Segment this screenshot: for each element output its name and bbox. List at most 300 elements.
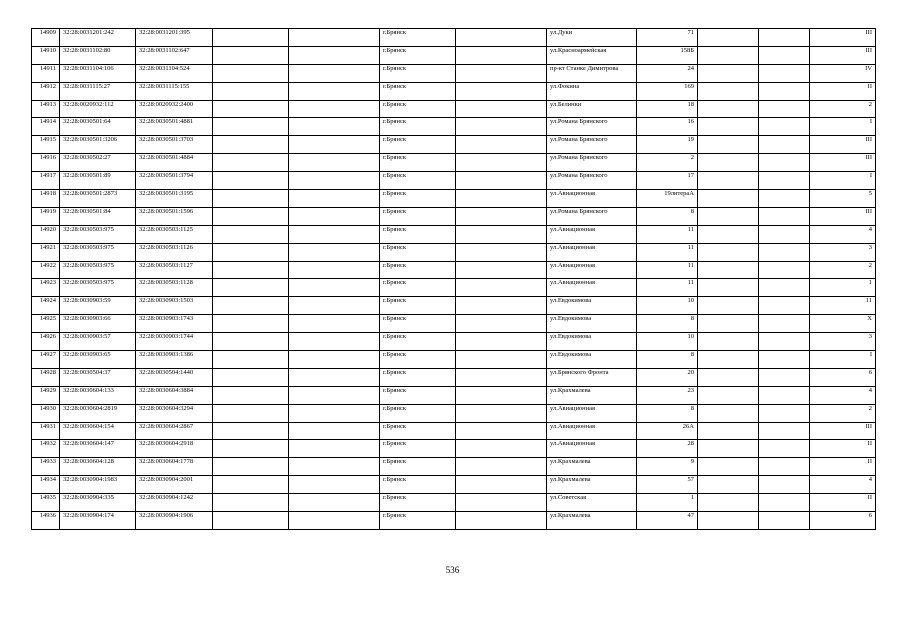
empty-cell bbox=[213, 118, 289, 136]
row-number-cell: 14922 bbox=[32, 261, 60, 279]
house-number-cell: 1 bbox=[637, 494, 698, 512]
object-cadastral-cell: 32:28:0030903:1743 bbox=[136, 315, 213, 333]
category-cell: 2 bbox=[810, 404, 876, 422]
empty-cell bbox=[698, 82, 759, 100]
empty-cell bbox=[289, 207, 380, 225]
city-cell: г.Брянск bbox=[380, 100, 456, 118]
parcel-cadastral-cell: 32:28:0030503:975 bbox=[60, 279, 136, 297]
empty-cell bbox=[456, 368, 547, 386]
empty-cell bbox=[213, 297, 289, 315]
house-number-cell: 19литераА bbox=[637, 190, 698, 208]
empty-cell bbox=[213, 440, 289, 458]
city-cell: г.Брянск bbox=[380, 136, 456, 154]
empty-cell bbox=[456, 422, 547, 440]
parcel-cadastral-cell: 32:28:0030904:1983 bbox=[60, 476, 136, 494]
object-cadastral-cell: 32:28:0030501:3703 bbox=[136, 136, 213, 154]
empty-cell bbox=[759, 297, 810, 315]
empty-cell bbox=[759, 243, 810, 261]
empty-cell bbox=[213, 386, 289, 404]
empty-cell bbox=[759, 386, 810, 404]
empty-cell bbox=[698, 422, 759, 440]
row-number-cell: 14913 bbox=[32, 100, 60, 118]
street-cell: ул.Авиационная bbox=[547, 422, 637, 440]
empty-cell bbox=[213, 351, 289, 369]
parcel-cadastral-cell: 32:28:0030903:65 bbox=[60, 351, 136, 369]
table-row bbox=[32, 476, 876, 494]
parcel-cadastral-cell: 32:28:0030903:57 bbox=[60, 333, 136, 351]
parcel-cadastral-cell: 32:28:0030501:2873 bbox=[60, 190, 136, 208]
house-number-cell: 158Б bbox=[637, 46, 698, 64]
parcel-cadastral-cell: 32:28:0030904:174 bbox=[60, 512, 136, 530]
parcel-cadastral-cell: 32:28:0030501:3206 bbox=[60, 136, 136, 154]
street-cell: ул.Советская bbox=[547, 494, 637, 512]
empty-cell bbox=[759, 333, 810, 351]
object-cadastral-cell: 32:28:0030501:1596 bbox=[136, 207, 213, 225]
table-row bbox=[32, 494, 876, 512]
house-number-cell: 24 bbox=[637, 64, 698, 82]
house-number-cell: 169 bbox=[637, 82, 698, 100]
empty-cell bbox=[698, 476, 759, 494]
empty-cell bbox=[456, 279, 547, 297]
table-body bbox=[32, 29, 876, 530]
empty-cell bbox=[698, 190, 759, 208]
empty-cell bbox=[759, 279, 810, 297]
street-cell: ул.Авиационная bbox=[547, 279, 637, 297]
table-row bbox=[32, 440, 876, 458]
empty-cell bbox=[213, 333, 289, 351]
street-cell: ул.Авиационная bbox=[547, 440, 637, 458]
empty-cell bbox=[289, 172, 380, 190]
row-number-cell: 14910 bbox=[32, 46, 60, 64]
register-table bbox=[31, 28, 876, 530]
empty-cell bbox=[213, 46, 289, 64]
parcel-cadastral-cell: 32:28:0030503:975 bbox=[60, 261, 136, 279]
empty-cell bbox=[759, 172, 810, 190]
empty-cell bbox=[698, 512, 759, 530]
empty-cell bbox=[759, 100, 810, 118]
empty-cell bbox=[759, 190, 810, 208]
table-row bbox=[32, 64, 876, 82]
parcel-cadastral-cell: 32:28:0030503:975 bbox=[60, 225, 136, 243]
category-cell: 2 bbox=[810, 261, 876, 279]
row-number-cell: 14933 bbox=[32, 458, 60, 476]
object-cadastral-cell: 32:28:0030503:1128 bbox=[136, 279, 213, 297]
empty-cell bbox=[213, 368, 289, 386]
empty-cell bbox=[456, 297, 547, 315]
empty-cell bbox=[759, 29, 810, 47]
table-row bbox=[32, 190, 876, 208]
empty-cell bbox=[289, 494, 380, 512]
row-number-cell: 14923 bbox=[32, 279, 60, 297]
empty-cell bbox=[698, 351, 759, 369]
street-cell: ул.Авиационная bbox=[547, 190, 637, 208]
parcel-cadastral-cell: 32:28:0020932:112 bbox=[60, 100, 136, 118]
row-number-cell: 14911 bbox=[32, 64, 60, 82]
parcel-cadastral-cell: 32:28:0030504:37 bbox=[60, 368, 136, 386]
street-cell: ул.Белинки bbox=[547, 100, 637, 118]
empty-cell bbox=[289, 100, 380, 118]
object-cadastral-cell: 32:28:0030604:2918 bbox=[136, 440, 213, 458]
empty-cell bbox=[289, 368, 380, 386]
city-cell: г.Брянск bbox=[380, 29, 456, 47]
empty-cell bbox=[698, 118, 759, 136]
empty-cell bbox=[759, 207, 810, 225]
category-cell: I bbox=[810, 351, 876, 369]
empty-cell bbox=[289, 333, 380, 351]
city-cell: г.Брянск bbox=[380, 476, 456, 494]
parcel-cadastral-cell: 32:28:0030903:66 bbox=[60, 315, 136, 333]
empty-cell bbox=[213, 29, 289, 47]
empty-cell bbox=[456, 476, 547, 494]
street-cell: ул.Евдокимова bbox=[547, 297, 637, 315]
empty-cell bbox=[456, 404, 547, 422]
street-cell: ул.Фокина bbox=[547, 82, 637, 100]
house-number-cell: 8 bbox=[637, 404, 698, 422]
house-number-cell: 11 bbox=[637, 243, 698, 261]
house-number-cell: 19 bbox=[637, 136, 698, 154]
empty-cell bbox=[289, 476, 380, 494]
category-cell: III bbox=[810, 422, 876, 440]
city-cell: г.Брянск bbox=[380, 190, 456, 208]
object-cadastral-cell: 32:28:0030503:1126 bbox=[136, 243, 213, 261]
parcel-cadastral-cell: 32:28:0031102:80 bbox=[60, 46, 136, 64]
city-cell: г.Брянск bbox=[380, 512, 456, 530]
house-number-cell: 9 bbox=[637, 458, 698, 476]
house-number-cell: 11 bbox=[637, 261, 698, 279]
empty-cell bbox=[456, 315, 547, 333]
parcel-cadastral-cell: 32:28:0030502:27 bbox=[60, 154, 136, 172]
object-cadastral-cell: 32:28:0030501:4881 bbox=[136, 118, 213, 136]
empty-cell bbox=[759, 351, 810, 369]
row-number-cell: 14926 bbox=[32, 333, 60, 351]
parcel-cadastral-cell: 32:28:0031104:106 bbox=[60, 64, 136, 82]
object-cadastral-cell: 32:28:0030903:1503 bbox=[136, 297, 213, 315]
empty-cell bbox=[456, 207, 547, 225]
empty-cell bbox=[213, 225, 289, 243]
city-cell: г.Брянск bbox=[380, 386, 456, 404]
object-cadastral-cell: 32:28:0031104:524 bbox=[136, 64, 213, 82]
empty-cell bbox=[289, 512, 380, 530]
category-cell: II bbox=[810, 440, 876, 458]
empty-cell bbox=[698, 136, 759, 154]
category-cell: 6 bbox=[810, 512, 876, 530]
street-cell: ул.Романа Брянского bbox=[547, 172, 637, 190]
empty-cell bbox=[759, 422, 810, 440]
empty-cell bbox=[213, 494, 289, 512]
empty-cell bbox=[289, 118, 380, 136]
street-cell: ул.Авиационная bbox=[547, 225, 637, 243]
table-row bbox=[32, 136, 876, 154]
row-number-cell: 14917 bbox=[32, 172, 60, 190]
category-cell: 5 bbox=[810, 190, 876, 208]
category-cell: III bbox=[810, 46, 876, 64]
empty-cell bbox=[289, 404, 380, 422]
empty-cell bbox=[698, 458, 759, 476]
object-cadastral-cell: 32:28:0030604:1778 bbox=[136, 458, 213, 476]
parcel-cadastral-cell: 32:28:0030501:64 bbox=[60, 118, 136, 136]
empty-cell bbox=[456, 512, 547, 530]
street-cell: ул.Авиационная bbox=[547, 261, 637, 279]
empty-cell bbox=[456, 243, 547, 261]
empty-cell bbox=[698, 225, 759, 243]
empty-cell bbox=[213, 261, 289, 279]
object-cadastral-cell: 32:28:0030604:3884 bbox=[136, 386, 213, 404]
category-cell: 2 bbox=[810, 100, 876, 118]
row-number-cell: 14920 bbox=[32, 225, 60, 243]
empty-cell bbox=[213, 422, 289, 440]
empty-cell bbox=[213, 154, 289, 172]
empty-cell bbox=[456, 64, 547, 82]
city-cell: г.Брянск bbox=[380, 154, 456, 172]
empty-cell bbox=[289, 64, 380, 82]
empty-cell bbox=[289, 243, 380, 261]
empty-cell bbox=[213, 172, 289, 190]
empty-cell bbox=[698, 494, 759, 512]
row-number-cell: 14912 bbox=[32, 82, 60, 100]
city-cell: г.Брянск bbox=[380, 494, 456, 512]
street-cell: ул.Красноармейская bbox=[547, 46, 637, 64]
empty-cell bbox=[456, 351, 547, 369]
street-cell: ул.Крахмалева bbox=[547, 476, 637, 494]
parcel-cadastral-cell: 32:28:0030501:84 bbox=[60, 207, 136, 225]
empty-cell bbox=[759, 458, 810, 476]
empty-cell bbox=[456, 136, 547, 154]
parcel-cadastral-cell: 32:28:0030604:147 bbox=[60, 440, 136, 458]
row-number-cell: 14919 bbox=[32, 207, 60, 225]
parcel-cadastral-cell: 32:28:0030904:335 bbox=[60, 494, 136, 512]
empty-cell bbox=[213, 190, 289, 208]
table-row bbox=[32, 154, 876, 172]
city-cell: г.Брянск bbox=[380, 458, 456, 476]
object-cadastral-cell: 32:28:0030904:1242 bbox=[136, 494, 213, 512]
city-cell: г.Брянск bbox=[380, 64, 456, 82]
street-cell: ул.Романа Брянского bbox=[547, 207, 637, 225]
empty-cell bbox=[456, 172, 547, 190]
house-number-cell: 18 bbox=[637, 100, 698, 118]
object-cadastral-cell: 32:28:0031102:647 bbox=[136, 46, 213, 64]
empty-cell bbox=[456, 494, 547, 512]
table-row bbox=[32, 172, 876, 190]
house-number-cell: 11 bbox=[637, 225, 698, 243]
row-number-cell: 14909 bbox=[32, 29, 60, 47]
object-cadastral-cell: 32:28:0030501:3195 bbox=[136, 190, 213, 208]
parcel-cadastral-cell: 32:28:0031201:242 bbox=[60, 29, 136, 47]
category-cell: II bbox=[810, 494, 876, 512]
house-number-cell: 23 bbox=[637, 386, 698, 404]
house-number-cell: 47 bbox=[637, 512, 698, 530]
empty-cell bbox=[698, 100, 759, 118]
empty-cell bbox=[759, 404, 810, 422]
object-cadastral-cell: 32:28:0030604:3294 bbox=[136, 404, 213, 422]
category-cell: 3 bbox=[810, 243, 876, 261]
empty-cell bbox=[456, 100, 547, 118]
city-cell: г.Брянск bbox=[380, 207, 456, 225]
empty-cell bbox=[456, 154, 547, 172]
city-cell: г.Брянск bbox=[380, 172, 456, 190]
category-cell: 6 bbox=[810, 368, 876, 386]
empty-cell bbox=[456, 440, 547, 458]
empty-cell bbox=[759, 118, 810, 136]
city-cell: г.Брянск bbox=[380, 225, 456, 243]
empty-cell bbox=[759, 315, 810, 333]
object-cadastral-cell: 32:28:0030903:1386 bbox=[136, 351, 213, 369]
empty-cell bbox=[456, 333, 547, 351]
empty-cell bbox=[213, 512, 289, 530]
row-number-cell: 14916 bbox=[32, 154, 60, 172]
empty-cell bbox=[289, 136, 380, 154]
table-row bbox=[32, 422, 876, 440]
row-number-cell: 14914 bbox=[32, 118, 60, 136]
empty-cell bbox=[456, 46, 547, 64]
category-cell: I bbox=[810, 118, 876, 136]
empty-cell bbox=[289, 46, 380, 64]
table-row bbox=[32, 29, 876, 47]
parcel-cadastral-cell: 32:28:0030604:2819 bbox=[60, 404, 136, 422]
parcel-cadastral-cell: 32:28:0031115:27 bbox=[60, 82, 136, 100]
category-cell: 4 bbox=[810, 476, 876, 494]
house-number-cell: 71 bbox=[637, 29, 698, 47]
empty-cell bbox=[213, 82, 289, 100]
category-cell: III bbox=[810, 154, 876, 172]
empty-cell bbox=[759, 368, 810, 386]
street-cell: ул.Евдокимова bbox=[547, 315, 637, 333]
empty-cell bbox=[698, 440, 759, 458]
category-cell: 4 bbox=[810, 386, 876, 404]
category-cell: 1 bbox=[810, 279, 876, 297]
empty-cell bbox=[213, 207, 289, 225]
house-number-cell: 11 bbox=[637, 279, 698, 297]
street-cell: пр-кт Станке Димитрова bbox=[547, 64, 637, 82]
street-cell: ул.Крахмалева bbox=[547, 512, 637, 530]
empty-cell bbox=[289, 261, 380, 279]
empty-cell bbox=[213, 404, 289, 422]
street-cell: ул.Евдокимова bbox=[547, 351, 637, 369]
object-cadastral-cell: 32:28:0020932:2400 bbox=[136, 100, 213, 118]
street-cell: ул.Авиационная bbox=[547, 243, 637, 261]
house-number-cell: 28 bbox=[637, 440, 698, 458]
empty-cell bbox=[213, 64, 289, 82]
empty-cell bbox=[289, 297, 380, 315]
table-row bbox=[32, 404, 876, 422]
empty-cell bbox=[289, 82, 380, 100]
parcel-cadastral-cell: 32:28:0030604:128 bbox=[60, 458, 136, 476]
category-cell: 3 bbox=[810, 333, 876, 351]
object-cadastral-cell: 32:28:0030904:2001 bbox=[136, 476, 213, 494]
empty-cell bbox=[456, 190, 547, 208]
empty-cell bbox=[456, 261, 547, 279]
street-cell: ул.Романа Брянского bbox=[547, 136, 637, 154]
empty-cell bbox=[698, 279, 759, 297]
parcel-cadastral-cell: 32:28:0030604:154 bbox=[60, 422, 136, 440]
empty-cell bbox=[213, 136, 289, 154]
row-number-cell: 14918 bbox=[32, 190, 60, 208]
empty-cell bbox=[213, 458, 289, 476]
empty-cell bbox=[456, 82, 547, 100]
table-row bbox=[32, 100, 876, 118]
house-number-cell: 17 bbox=[637, 172, 698, 190]
empty-cell bbox=[213, 279, 289, 297]
house-number-cell: 8 bbox=[637, 315, 698, 333]
table-row bbox=[32, 225, 876, 243]
category-cell: X bbox=[810, 315, 876, 333]
table-row bbox=[32, 458, 876, 476]
table-row bbox=[32, 368, 876, 386]
row-number-cell: 14921 bbox=[32, 243, 60, 261]
street-cell: ул.Крахмалева bbox=[547, 458, 637, 476]
table-row bbox=[32, 46, 876, 64]
object-cadastral-cell: 32:28:0031115:155 bbox=[136, 82, 213, 100]
empty-cell bbox=[759, 154, 810, 172]
parcel-cadastral-cell: 32:28:0030503:975 bbox=[60, 243, 136, 261]
table-row bbox=[32, 118, 876, 136]
empty-cell bbox=[289, 458, 380, 476]
empty-cell bbox=[289, 29, 380, 47]
category-cell: II bbox=[810, 458, 876, 476]
house-number-cell: 10 bbox=[637, 297, 698, 315]
city-cell: г.Брянск bbox=[380, 368, 456, 386]
city-cell: г.Брянск bbox=[380, 333, 456, 351]
empty-cell bbox=[698, 333, 759, 351]
house-number-cell: 10 bbox=[637, 333, 698, 351]
city-cell: г.Брянск bbox=[380, 315, 456, 333]
street-cell: ул.Крахмалева bbox=[547, 386, 637, 404]
city-cell: г.Брянск bbox=[380, 297, 456, 315]
empty-cell bbox=[456, 29, 547, 47]
object-cadastral-cell: 32:28:0030501:3794 bbox=[136, 172, 213, 190]
empty-cell bbox=[759, 440, 810, 458]
row-number-cell: 14936 bbox=[32, 512, 60, 530]
house-number-cell: 16 bbox=[637, 118, 698, 136]
street-cell: ул.Романа Брянского bbox=[547, 154, 637, 172]
table-row bbox=[32, 207, 876, 225]
parcel-cadastral-cell: 32:28:0030501:89 bbox=[60, 172, 136, 190]
empty-cell bbox=[289, 315, 380, 333]
row-number-cell: 14927 bbox=[32, 351, 60, 369]
empty-cell bbox=[456, 225, 547, 243]
empty-cell bbox=[698, 172, 759, 190]
row-number-cell: 14934 bbox=[32, 476, 60, 494]
row-number-cell: 14925 bbox=[32, 315, 60, 333]
row-number-cell: 14929 bbox=[32, 386, 60, 404]
empty-cell bbox=[289, 440, 380, 458]
empty-cell bbox=[759, 494, 810, 512]
empty-cell bbox=[289, 422, 380, 440]
empty-cell bbox=[759, 512, 810, 530]
empty-cell bbox=[759, 46, 810, 64]
street-cell: ул.Авиационная bbox=[547, 404, 637, 422]
street-cell: ул.Брянского Фронта bbox=[547, 368, 637, 386]
city-cell: г.Брянск bbox=[380, 261, 456, 279]
table-row bbox=[32, 315, 876, 333]
empty-cell bbox=[698, 315, 759, 333]
empty-cell bbox=[213, 315, 289, 333]
empty-cell bbox=[698, 154, 759, 172]
house-number-cell: 57 bbox=[637, 476, 698, 494]
empty-cell bbox=[698, 29, 759, 47]
empty-cell bbox=[289, 154, 380, 172]
street-cell: ул.Евдокимова bbox=[547, 333, 637, 351]
city-cell: г.Брянск bbox=[380, 404, 456, 422]
category-cell: 4 bbox=[810, 225, 876, 243]
row-number-cell: 14931 bbox=[32, 422, 60, 440]
empty-cell bbox=[289, 190, 380, 208]
city-cell: г.Брянск bbox=[380, 82, 456, 100]
table-row bbox=[32, 351, 876, 369]
empty-cell bbox=[289, 386, 380, 404]
empty-cell bbox=[759, 261, 810, 279]
category-cell: I bbox=[810, 172, 876, 190]
table-row bbox=[32, 386, 876, 404]
